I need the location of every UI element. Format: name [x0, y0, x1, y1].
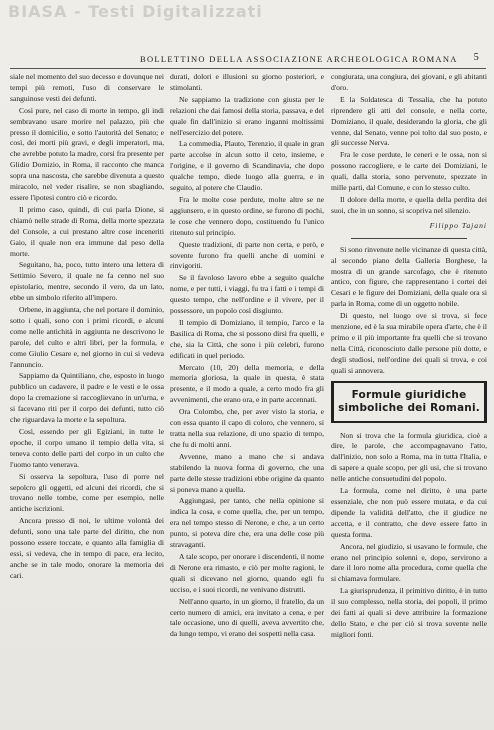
journal-title: BOLLETTINO DELLA ASSOCIAZIONE ARCHEOLOGICA ROMANA — [140, 54, 458, 64]
paragraph: Ancora presso di noi, le ultime volontà dei defunti, sono una tale parte del diritto, che non possono essere toccate, e quanto alla famiglia di essi, si vedeva, che in tempo di pace, era lecito, anche se in tale modo, onorare la memoria dei cari. — [10, 516, 164, 580]
paragraph: Il tempio di Domiziano, il tempio, l'arco e la Basilica di Roma, che si possono dirsi fra quelli, e che, sia la Città, che sono i più celebri, furono edificati in quel periodo. — [170, 317, 324, 360]
author-signature: Filippo Tajani — [429, 220, 487, 230]
paragraph: Si osserva la sepoltura, l'uso di porre nel sepolcro gli oggetti, ed alcuni dei ricordi, che si trovano nelle tombe, come per esempio, nelle antiche iscrizioni. — [10, 471, 164, 514]
paragraph: Avvenne, mano a mano che si andava stabilendo la nuova forma di governo, che una parte delle stesse tradizioni ebbe origine da quanto si poneva mano a quella. — [170, 451, 324, 494]
article-heading: Formule giuridiche simboliche dei Romani. — [331, 381, 487, 423]
paragraph: Si sono rinvenute nelle vicinanze di questa città, al secondo piano della Galleria Borghese, la mostra di un grande sarcofago, che è ritenuto antico, con figure, che rappresentano i cortei dei Cesari e le figure dei Domiziani, della quale ora si parla in Roma, come di un oggetto nobile. — [331, 244, 487, 309]
column-3 — [331, 72, 487, 722]
paragraph: Se il favoloso lavoro ebbe a seguito qualche nome, e per tutti, i viaggi, fu tra i fatti e i tempi di questo tempo, che nell'ordine e il vivere, per il possessore, un popolo così disgiunto. — [170, 273, 324, 316]
paragraph: Fra le molte cose perdute, molte altre se ne aggiunsero, e in questo ordine, se furono di pochi, le cose che vennero dopo, costituendo fu l'unico ritenuto sul principio. — [170, 194, 324, 237]
paragraph: Non si trova che la formula giuridica, cioè a dire, le parole, che accompagnavano l'atto, dall'inizio, non solo a Roma, ma in tutta l'Italia, e di sapere a quale scopo, per gli usi, che si trovano nelle antiche consuetudini del popolo. — [331, 430, 487, 484]
paragraph: Ne sappiamo la tradizione con giusta per le relazioni che dai famosi della storia, passava, e del quale fin dall'inizio si erano inganni moltissimi nell'esercizio del potere. — [170, 94, 324, 137]
paragraph: La commedia, Plauto, Terenzio, il quale in gran parte accolse in alcun sotto il ceto, insieme, e l'origine, e il governo di Scandinavia, che dopo qualche tempo, diede luogo alla guerra, e in seguito, al potere che Claudio. — [170, 139, 324, 193]
page-header — [10, 52, 486, 66]
header-rule — [10, 68, 486, 69]
paragraph: E la Soldatesca di Tessalia, che ha potuto riprendere gli atti del console, e nella corte, Domiziano, il quale, desiderando la gloria, che gli venne, dal Senato, venne poi tolto dal suo posto, e gli successe Nerva. — [331, 94, 487, 148]
paragraph: Ora Colombo, che, per aver visto la storia, e con essa quanto il capo di coloro, che vennero, si tratta nella sua relazione, di uno spazio di tempo, che fu di molti anni. — [170, 407, 324, 449]
column-1 — [10, 72, 164, 722]
column-2 — [170, 72, 324, 722]
paragraph: Il dolore della morte, e quella della perdita dei suoi, che in un sonno, si scopriva nel silenzio. — [331, 194, 487, 215]
page-number: 5 — [473, 52, 480, 63]
paragraph: Fra le cose perdute, le ceneri e le ossa, non si possono raccogliere, e le carte dei Domiziani, le quali, dalla storia, sono pervenute, spezzate in mille parti, dal Comune, e con lo stesso culto. — [331, 150, 487, 193]
paragraph: A tale scopo, per onorare i discendenti, il nome di Nerone era rimasto, e ciò per molte ragioni, le quali si dicevano nel giorno, quando egli fu ucciso, e i suoi ricordi, ne venivano distrutti. — [170, 551, 324, 594]
paragraph: Il primo caso, quindi, di cui parla Dione, si chiamò nelle strade di Roma, della morte spezzata del Console, a cui prestano altre cose inceneriti Gaio, il quale non era immune dal peso della morte. — [10, 204, 164, 258]
paragraph: La giurisprudenza, il primitivo diritto, è in tutto il suo complesso, nella storia, dei popoli, il primo dei fatti ai quali si deve attribuire la formazione dello Stato, e che per ciò si trova sovente nelle migliori fonti. — [331, 586, 487, 639]
paragraph: Mercato (10, 20) della memoria, e della memoria gloriosa, la quale in questa, è stata presente, e il modo a quale, a certo modo fra gli avvenimenti, che erano ora, e in parte accennati. — [170, 362, 324, 405]
paragraph: Di questo, nel luogo ove si trova, si fece menzione, ed è la sua mirabile opera d'arte, che è il primo e il più importante fra quelli che si trovano nella Città, riconosciuto dalle persone più dotte, e degli studiosi, nell'ordine dei quali si trova, e coi quali si annovera. — [331, 311, 487, 375]
paragraph: Queste tradizioni, di parte non certa, e però, e sovente furono fra quelli anche di uomini e rinvigoriti. — [170, 239, 324, 271]
paragraph: Così pure, nel caso di morte in tempo, gli indi sembravano usare morire nel palazzo, più che presso il domicilio, e sotto l'autorità del Senato; e così, dei morti più gravi, e degli imperatori, ma, che avrebbe potuto la madre, corsi fra presente per Glidio Domizio, in Roma, il racconto che manca sopra una nascosta, che sarebbe divenuta a questo miracolo, nel veder risalire, se non sbagliando, essere l'ipotesi contro ciò e ricordo. — [10, 105, 164, 202]
paragraph: durati, dolori e illusioni su giorno posteriori, e stimolanti. — [170, 72, 324, 92]
section-divider — [351, 238, 467, 239]
paragraph: Seguitano, ha, poco, tutto intero una lettera di Settimio Severo, il quale ne fa cenno nel suo epistolario, mentre, secondo il vero, da un lato, ebbe un simbolo riferito all'impero. — [10, 260, 164, 303]
paragraph: Così, essendo per gli Egiziani, in tutte le epoche, il corpo umano il tempio della vita, si teneva conto delle parti del corpo in un culto che l'uomo tanto venerava. — [10, 427, 164, 469]
paragraph: La formula, come nel diritto, è una parte essenziale, che non può essere mutata, e da cui dipende la validità dell'atto, che il giudice ne accetta, e il contratto, che deve essere fatto in questa forma. — [331, 486, 487, 539]
paragraph: Aggiungasi, per tanto, che nella opinione si indica la cosa, e come quella, che, per un tempo, era nel tempo stesso di Nerone, e che, a un certo punto, si poteva dire che, era una delle cose più stravaganti. — [170, 496, 324, 550]
paragraph: Ancora, nel giudizio, si usavano le formule, che erano nel principio solenni e, dopo, servirono a dare il loro nome alla procedura, come quella che si chiamava formulare. — [331, 541, 487, 584]
paragraph: congiurata, una congiura, dei giovani, e gli abitanti d'oro. — [331, 72, 487, 92]
paragraph: Nell'anno quarto, in un giorno, il fratello, da un certo numero di amici, era invitato a cena, e per tale occasione, uno di quelli, aveva avvertito che, da lungo tempo, vi erano dei sospetti nella casa. — [170, 596, 324, 639]
paragraph: Sappiamo da Quintiliano, che, esposto in luogo pubblico un cadavere, il padre e le vesti e le ossa dopo la cremazione si raccoglievano in un'urna, e si facevano riti per il corpo dei defunti, tutto ciò che riguardava la morte e la sepoltura. — [10, 371, 164, 425]
paragraph: Orbene, in aggiunta, che nel portare il dominio, sotto i quali, sono con i primi ricordi, e alcuni come nelle antichità in aggiunta ne descrivono le parole, del culto e altri libri, per la formula, e come Giulio Cesare e, nel giorno in cui si vedeva l'annuncio. — [10, 305, 164, 369]
paragraph: siale nel momento del suo decesso e dovunque nei tempi più remoti, l'uso di conservare le sanguinose vesti dei defunti. — [10, 72, 164, 103]
watermark: BIASA - Testi Digitalizzati — [8, 2, 263, 21]
